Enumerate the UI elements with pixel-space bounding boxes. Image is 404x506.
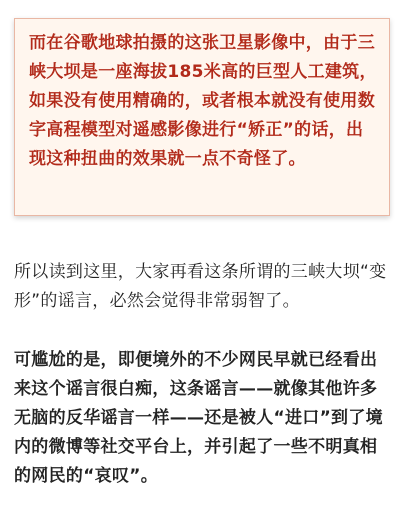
highlight-quote-box [14, 18, 390, 216]
quote-text: 而在谷歌地球拍摄的这张卫星影像中，由于三峡大坝是一座海拔185米高的巨型人工建筑，如果没有使用精确的，或者根本就没有使用数字高程模型对遥感影像进行“矫正”的话，出现这种扭曲的效果就一点不奇怪了。 [29, 33, 377, 169]
paragraph-rumor-import: 可尴尬的是，即便境外的不少网民早就已经看出来这个谣言很白痴，这条谣言——就像其他许多无脑的反华谣言一样——还是被人“进口”到了境内的微博等社交平台上，并引起了一些不明真相的网民的“哀叹”。 [14, 350, 383, 486]
paragraph-conclusion: 所以读到这里，大家再看这条所谓的三峡大坝“变形”的谣言，必然会觉得非常弱智了。 [14, 262, 387, 311]
